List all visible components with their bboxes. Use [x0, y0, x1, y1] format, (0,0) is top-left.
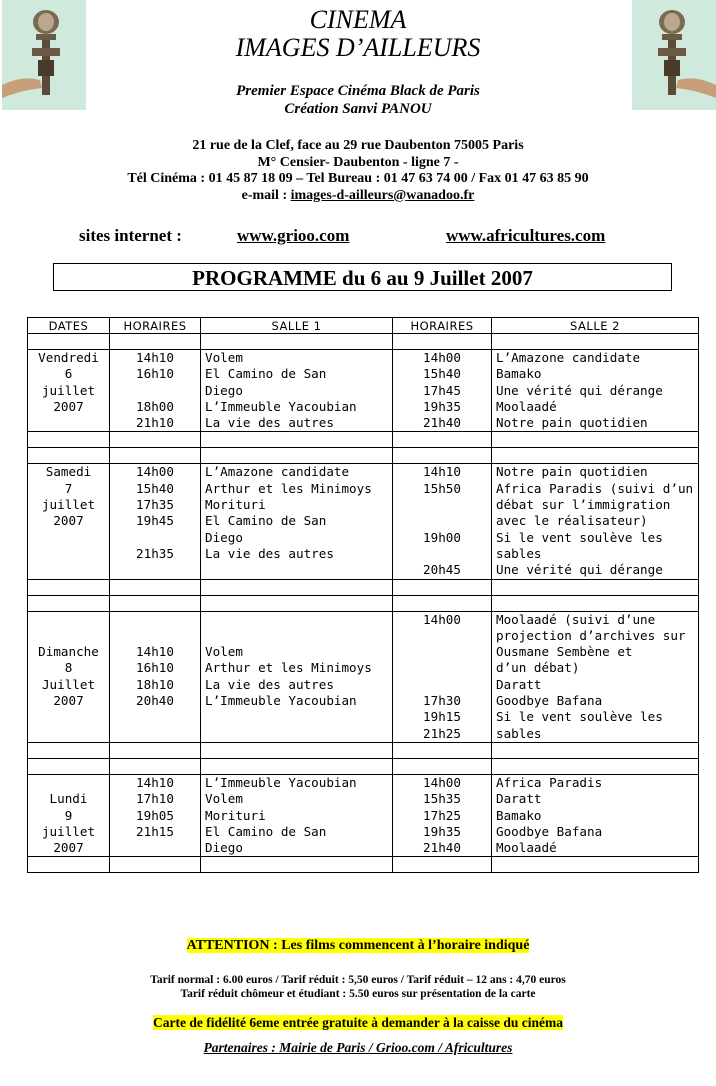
salle1-cell: Volem El Camino de San Diego L’Immeuble Yacoubian La vie des autres: [201, 350, 393, 432]
header-dates: DATES: [28, 318, 110, 334]
site-grioo-link[interactable]: www.grioo.com: [237, 226, 350, 245]
spacer-row: [28, 595, 699, 611]
spacer-cell: [492, 579, 699, 595]
spacer-row: [28, 448, 699, 464]
spacer-cell: [28, 758, 110, 774]
spacer-cell: [201, 432, 393, 448]
salle1-cell: L’Amazone candidate Arthur et les Minimoys Morituri El Camino de San Diego La vie des autres: [201, 464, 393, 579]
spacer-row: [28, 758, 699, 774]
email-link[interactable]: images-d-ailleurs@wanadoo.fr: [290, 187, 475, 203]
spacer-cell: [28, 579, 110, 595]
partenaires: Partenaires : Mairie de Paris / Grioo.com / Africultures: [203, 1040, 513, 1055]
horaires2-cell: 14h00 15h35 17h25 19h35 21h40: [393, 774, 492, 856]
salle2-cell: Moolaadé (suivi d’une projection d’archives sur Ousmane Sembène et d’un débat) Daratt Goodbye Bafana Si le vent soulève les sables: [492, 611, 699, 742]
subtitle-block: [0, 82, 716, 118]
spacer-row: [28, 334, 699, 350]
tarif-line2: Tarif réduit chômeur et étudiant : 5.50 euros sur présentation de la carte: [180, 988, 536, 1000]
day-row: [28, 464, 699, 579]
date-cell: Samedi 7 juillet 2007: [28, 464, 110, 579]
spacer-cell: [393, 334, 492, 350]
horaires2-cell: 14h10 15h50 19h00 20h45: [393, 464, 492, 579]
horaires1-cell: 14h10 16h10 18h00 21h10: [110, 350, 201, 432]
spacer-row: [28, 857, 699, 873]
spacer-cell: [393, 595, 492, 611]
spacer-cell: [28, 448, 110, 464]
cinema-title: [0, 6, 716, 62]
horaires1-cell: 14h10 17h10 19h05 21h15: [110, 774, 201, 856]
day-row: [28, 774, 699, 856]
title-line1: CINEMA: [309, 5, 407, 34]
spacer-cell: [201, 742, 393, 758]
horaires1-cell: 14h10 16h10 18h10 20h40: [110, 611, 201, 742]
spacer-cell: [492, 432, 699, 448]
spacer-cell: [110, 334, 201, 350]
tarif-line1: Tarif normal : 6.00 euros / Tarif réduit : 5,50 euros / Tarif réduit – 12 ans : 4,70 euros: [150, 974, 566, 986]
spacer-cell: [492, 857, 699, 873]
date-cell: Lundi 9 juillet 2007: [28, 774, 110, 856]
salle2-cell: L’Amazone candidate Bamako Une vérité qui dérange Moolaadé Notre pain quotidien: [492, 350, 699, 432]
spacer-cell: [201, 579, 393, 595]
salle1-cell: Volem Arthur et les Minimoys La vie des autres L’Immeuble Yacoubian: [201, 611, 393, 742]
subtitle1: Premier Espace Cinéma Black de Paris: [236, 83, 480, 99]
spacer-cell: [110, 579, 201, 595]
spacer-cell: [110, 742, 201, 758]
header-salle-2: SALLE 2: [492, 318, 699, 334]
spacer-cell: [28, 432, 110, 448]
spacer-cell: [201, 334, 393, 350]
programme-title: PROGRAMME du 6 au 9 Juillet 2007: [53, 263, 672, 291]
header-horaires-2: HORAIRES: [393, 318, 492, 334]
address-block: [0, 138, 716, 204]
spacer-cell: [110, 758, 201, 774]
spacer-cell: [110, 432, 201, 448]
spacer-cell: [201, 448, 393, 464]
spacer-cell: [492, 742, 699, 758]
horaires1-cell: 14h00 15h40 17h35 19h45 21h35: [110, 464, 201, 579]
spacer-row: [28, 432, 699, 448]
spacer-cell: [28, 334, 110, 350]
address: 21 rue de la Clef, face au 29 rue Daubenton 75005 Paris: [192, 138, 524, 153]
day-row: [28, 350, 699, 432]
attention-notice: [0, 938, 716, 954]
spacer-cell: [110, 595, 201, 611]
fidelite-text: Carte de fidélité 6eme entrée gratuite à demander à la caisse du cinéma: [153, 1015, 563, 1030]
spacer-cell: [393, 758, 492, 774]
metro: M° Censier- Daubenton - ligne 7 -: [257, 154, 459, 170]
schedule-table: [27, 317, 699, 873]
spacer-cell: [393, 857, 492, 873]
sites-label: sites internet :: [79, 226, 182, 245]
fidelite-notice: [0, 1015, 716, 1031]
spacer-cell: [110, 448, 201, 464]
title-line2: IMAGES D’AILLEURS: [235, 33, 481, 62]
spacer-cell: [492, 595, 699, 611]
header-horaires-1: HORAIRES: [110, 318, 201, 334]
spacer-row: [28, 579, 699, 595]
email-line: [0, 188, 716, 205]
spacer-cell: [492, 334, 699, 350]
date-cell: Dimanche 8 Juillet 2007: [28, 611, 110, 742]
spacer-row: [28, 742, 699, 758]
spacer-cell: [201, 857, 393, 873]
spacer-cell: [201, 595, 393, 611]
spacer-cell: [28, 595, 110, 611]
spacer-cell: [393, 432, 492, 448]
spacer-cell: [110, 857, 201, 873]
spacer-cell: [393, 579, 492, 595]
email-label: e-mail :: [241, 187, 291, 203]
tarif-block: [0, 973, 716, 1001]
horaires2-cell: 14h00 17h30 19h15 21h25: [393, 611, 492, 742]
spacer-cell: [393, 448, 492, 464]
salle1-cell: L’Immeuble Yacoubian Volem Morituri El Camino de San Diego: [201, 774, 393, 856]
attention-text: ATTENTION : Les films commencent à l’horaire indiqué: [186, 938, 530, 953]
phones: Tél Cinéma : 01 45 87 18 09 – Tel Bureau : 01 47 63 74 00 / Fax 01 47 63 85 90: [127, 171, 589, 186]
spacer-cell: [28, 742, 110, 758]
horaires2-cell: 14h00 15h40 17h45 19h35 21h40: [393, 350, 492, 432]
salle2-cell: Notre pain quotidien Africa Paradis (suivi d’un débat sur l’immigration avec le réalisateur) Si le vent soulève les sables Une vérité qui dérange: [492, 464, 699, 579]
spacer-cell: [393, 742, 492, 758]
salle2-cell: Africa Paradis Daratt Bamako Goodbye Bafana Moolaadé: [492, 774, 699, 856]
spacer-cell: [492, 758, 699, 774]
subtitle2: Création Sanvi PANOU: [284, 101, 432, 117]
spacer-cell: [201, 758, 393, 774]
date-cell: Vendredi 6 juillet 2007: [28, 350, 110, 432]
spacer-cell: [28, 857, 110, 873]
table-header-row: [28, 318, 699, 334]
day-row: [28, 611, 699, 742]
header-salle-1: SALLE 1: [201, 318, 393, 334]
spacer-cell: [492, 448, 699, 464]
site-africultures-link[interactable]: www.africultures.com: [446, 226, 606, 245]
